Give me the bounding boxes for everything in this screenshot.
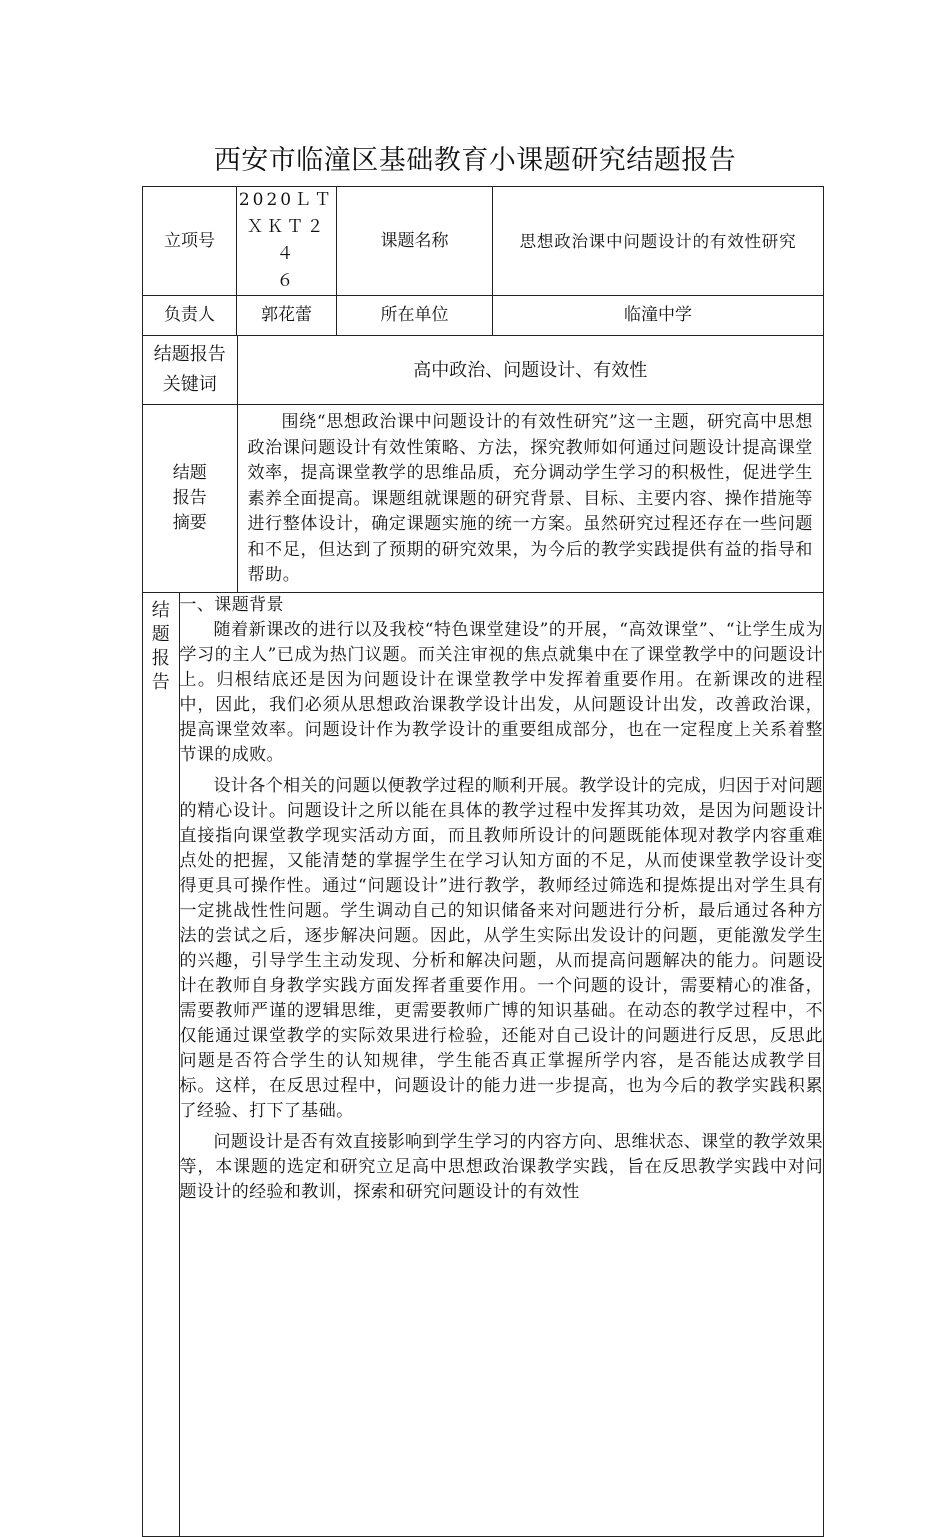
label-topic-name: 课题名称	[337, 187, 493, 296]
paragraph-2: 设计各个相关的问题以便教学过程的顺利开展。教学设计的完成，归因于对问题的精心设计。问题设计之所以能在具体的教学过程中发挥其功效，是因为问题设计直接指向课堂教学现实活动方面，而且教师所设计的问题既能体现对教学内容重难点处的把握，又能清楚的掌握学生在学习认知方面的不足，从而使课堂教学设计变得更具可操作性。通过“问题设计”进行教学，教师经过筛选和提炼提出对学生具有一定挑战性性问题。学生调动自己的知识储备来对问题进行分析，最后通过各种方法的尝试之后，逐步解决问题。因此，从学生实际出发设计的问题，更能激发学生的兴趣，引导学生主动发现、分析和解决问题，从而提高问题解决的能力。问题设计在教师自身教学实践方面发挥者重要作用。一个问题的设计，需要精心的准备，需要教师严谨的逻辑思维，更需要教师广博的知识基础。在动态的教学过程中，不仅能通过课堂教学的实际效果进行检验，还能对自己设计的问题进行反思，反思此问题是否符合学生的认知规律，学生能否真正掌握所学内容，是否能达成教学目标。这样，在反思过程中，问题设计的能力进一步提高，也为今后的教学实践积累了经验、打下了基础。	[179, 776, 823, 1121]
project-id-value	[237, 187, 337, 296]
label-abstract-line3: 摘要	[172, 513, 207, 533]
label-abstract-line2: 报告	[172, 488, 207, 508]
section-heading: 一、课题背景	[179, 595, 284, 615]
label-keywords-line2: 关键词	[162, 374, 217, 395]
project-id-line2: ＸＫＴ２４	[246, 217, 327, 264]
label-report-char-3: 报	[151, 648, 170, 669]
label-report	[143, 593, 179, 1536]
unit-value: 临潼中学	[493, 296, 824, 336]
project-id-line1: 2020ＬＴ	[238, 190, 335, 210]
label-report-char-1: 结	[151, 600, 170, 621]
owner-value: 郭花蕾	[237, 296, 337, 336]
label-keywords-line1: 结题报告	[153, 344, 226, 365]
label-project-id: 立项号	[143, 187, 237, 296]
label-report-char-4: 告	[151, 672, 170, 693]
label-owner: 负责人	[143, 296, 237, 336]
report-table	[142, 186, 824, 1537]
paragraph-1: 随着新课改的进行以及我校“特色课堂建设”的开展，“高效课堂”、“让学生成为学习的主人”已成为热门议题。而关注审视的焦点就集中在了课堂教学中的问题设计上。归根结底还是因为问题设计在课堂教学中发挥着重要作用。在新课改的进程中，因此，我们必须从思想政治课教学设计出发，从问题设计出发，改善政治课，提高课堂效率。问题设计作为教学设计的重要组成部分，也在一定程度上关系着整节课的成败。	[179, 620, 823, 765]
abstract-cell	[237, 405, 823, 592]
label-report-char-2: 题	[151, 624, 170, 645]
label-abstract-line1: 结题	[172, 463, 207, 483]
report-body-row	[143, 593, 824, 1537]
label-abstract	[143, 405, 237, 592]
keywords-row	[143, 336, 824, 405]
abstract-text: 围绕“思想政治课中问题设计的有效性研究”这一主题，研究高中思想政治课问题设计有效性策略、方法，探究教师如何通过问题设计提高课堂效率，提高课堂教学的思维品质，充分调动学生学习的积极性，促进学生素养全面提高。课题组就课题的研究背景、目标、主要内容、操作措施等进行整体设计，确定课题实施的统一方案。虽然研究过程还存在一些问题和不足，但达到了预期的研究效果，为今后的教学实践提供有益的指导和帮助。	[247, 412, 813, 586]
label-unit: 所在单位	[337, 296, 493, 336]
report-body	[179, 593, 823, 1536]
abstract-row	[143, 405, 824, 593]
paragraph-3: 问题设计是否有效直接影响到学生学习的内容方向、思维状态、课堂的教学效果等，本课题的选定和研究立足高中思想政治课教学实践，旨在反思教学实践中对问题设计的经验和教训，探索和研究问题设计的有效性	[179, 1132, 823, 1202]
keywords-value: 高中政治、问题设计、有效性	[413, 359, 648, 381]
label-keywords	[143, 336, 237, 404]
project-id-line3: ６	[276, 271, 297, 291]
page-title: 西安市临潼区基础教育小课题研究结题报告	[213, 145, 737, 176]
topic-name-value: 思想政治课中问题设计的有效性研究	[493, 187, 824, 296]
